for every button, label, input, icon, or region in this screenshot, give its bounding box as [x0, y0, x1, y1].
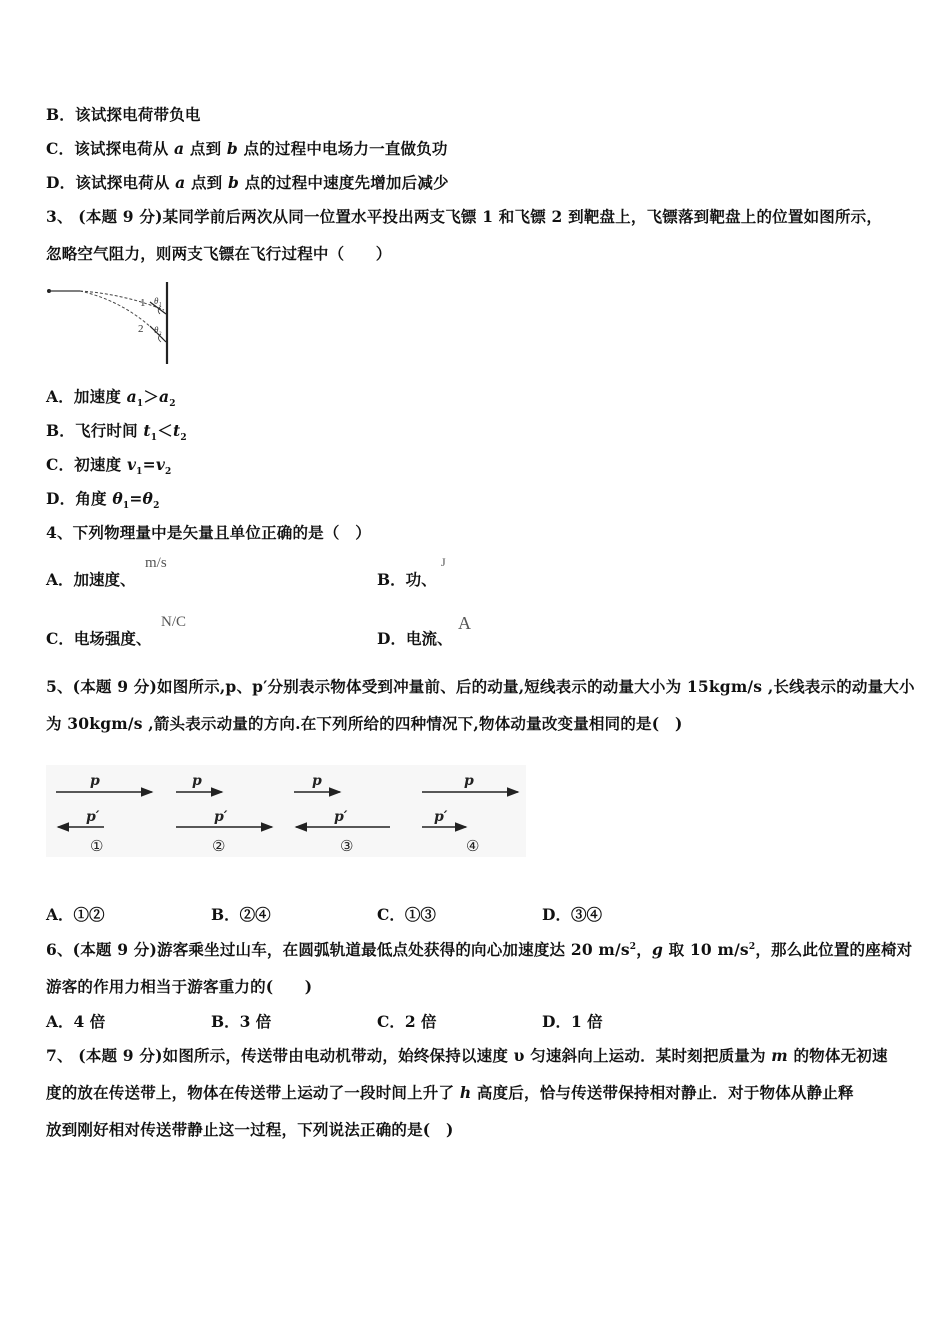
q3-option-d: D．角度 $\theta_1=\theta_2$	[46, 489, 160, 512]
dart-1-label: 1	[140, 297, 146, 309]
q5-stem-line2: 为 30kgm/s ,箭头表示动量的方向.在下列所给的四种情况下,物体动量改变量相同的是( )	[46, 714, 683, 733]
q2-option-c: C．该试探电荷从 a 点到 b 点的过程中电场力一直做负功	[46, 139, 448, 158]
q6-option-c: C．2 倍	[377, 1012, 437, 1031]
q6-option-b: B．3 倍	[211, 1012, 272, 1031]
svg-text:p: p	[464, 773, 474, 789]
q7-stem-line3: 放到刚好相对传送带静止这一过程，下列说法正确的是( )	[46, 1120, 454, 1139]
q6-option-a: A．4 倍	[46, 1012, 106, 1031]
theta1-label: θ₁	[154, 296, 162, 306]
q3-option-b: B．飞行时间 $t_1<t_2$	[46, 421, 187, 444]
q3-option-a: A．加速度 $a_1>a_2$	[46, 387, 176, 410]
q2-option-d: D．该试探电荷从 a 点到 b 点的过程中速度先增加后减少	[46, 173, 449, 192]
q5-option-a: A．①②	[46, 905, 105, 924]
q4-option-c: C．电场强度、	[46, 629, 152, 648]
q5-option-d: D．③④	[542, 905, 602, 924]
q6-option-d: D．1 倍	[542, 1012, 603, 1031]
case-4-label: ④	[466, 837, 480, 855]
q5-option-b: B．②④	[211, 905, 271, 924]
q7-stem-line2: 度的放在传送带上，物体在传送带上运动了一段时间上升了 h 高度后，恰与传送带保持相对静止．对于物体从静止释	[46, 1083, 854, 1102]
q6-stem-line1: 6、(本题 9 分)游客乘坐过山车，在圆弧轨道最低点处获得的向心加速度达 20 $m/s^2$，g 取 10 $m/s^2$，那么此位置的座椅对	[46, 940, 913, 959]
q4-option-b: B．功、	[377, 570, 437, 589]
q4-option-c-unit: N/C	[161, 614, 187, 630]
q6-stem-line2: 游客的作用力相当于游客重力的( )	[46, 977, 313, 996]
svg-text:p′: p′	[86, 809, 100, 825]
svg-text:p: p	[312, 773, 322, 789]
q4-option-d-unit: A	[458, 613, 471, 633]
q4-option-a: A．加速度、	[46, 570, 136, 589]
q4-option-d: D．电流、	[377, 629, 453, 648]
case-1-label: ①	[90, 837, 104, 855]
theta2-label: θ₂	[154, 325, 162, 335]
q3-stem-line1: 3、 (本题 9 分)某同学前后两次从同一位置水平投出两支飞镖 1 和飞镖 2 到靶盘上，飞镖落到靶盘上的位置如图所示，	[46, 207, 883, 226]
svg-text:p: p	[192, 773, 202, 789]
case-3-label: ③	[340, 837, 354, 855]
dart-2-label: 2	[138, 323, 144, 335]
q5-option-c: C．①③	[377, 905, 436, 924]
q7-stem-line1: 7、 (本题 9 分)如图所示，传送带由电动机带动，始终保持以速度 υ 匀速斜向上运动．某时刻把质量为 m 的物体无初速	[46, 1046, 888, 1065]
svg-text:p: p	[90, 773, 100, 789]
svg-text:p′: p′	[434, 809, 448, 825]
q2-option-b: B．该试探电荷带负电	[46, 105, 201, 124]
case-2-label: ②	[212, 837, 226, 855]
q4-option-a-unit: m/s	[145, 555, 167, 571]
q5-stem-line1: 5、(本题 9 分)如图所示,p、p′分别表示物体受到冲量前、后的动量,短线表示的动量大小为 15kgm/s ,长线表示的动量大小	[46, 677, 915, 696]
momentum-figure	[46, 765, 526, 857]
dart-figure	[44, 282, 179, 366]
q3-option-c: C．初速度 $v_1=v_2$	[46, 455, 172, 478]
svg-text:p′: p′	[214, 809, 228, 825]
q4-option-b-unit: J	[441, 555, 446, 569]
svg-text:p′: p′	[334, 809, 348, 825]
q3-stem-line2: 忽略空气阻力，则两支飞镖在飞行过程中（ ）	[46, 244, 392, 263]
q4-stem: 4、下列物理量中是矢量且单位正确的是（ ）	[46, 523, 371, 542]
